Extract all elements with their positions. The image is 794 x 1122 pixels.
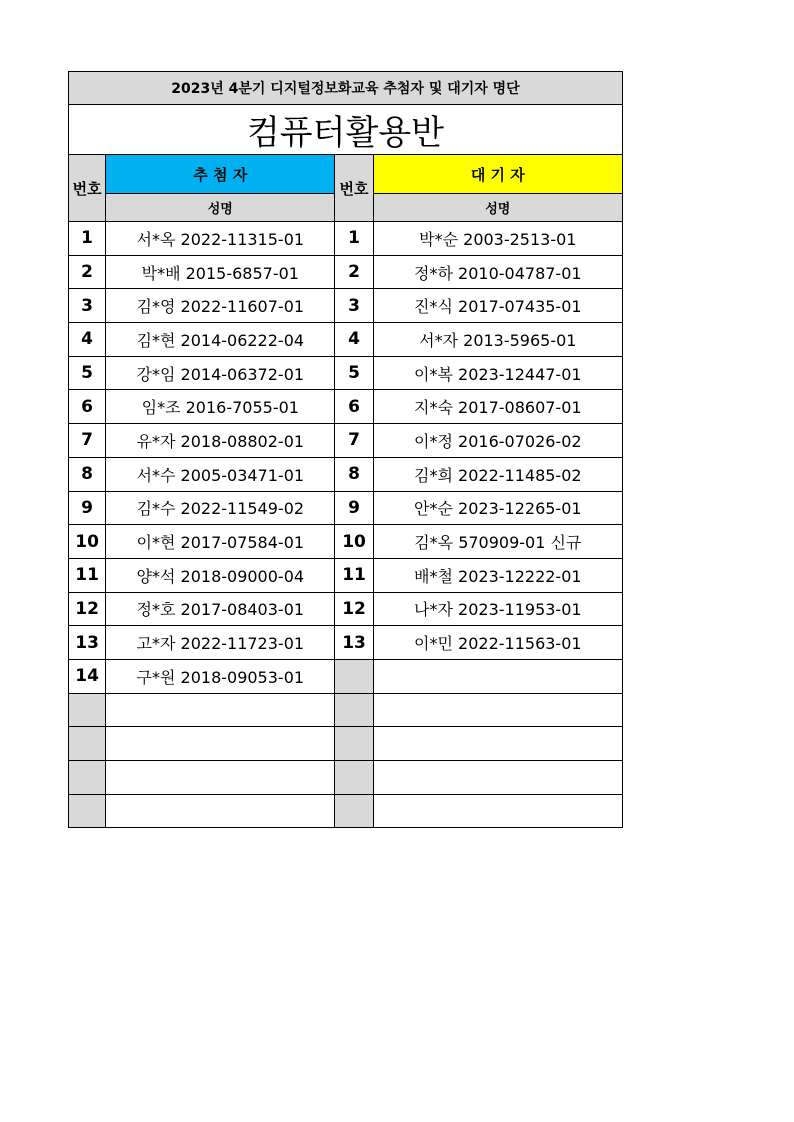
selected-name-cell: 이*현 2017-07584-01 — [106, 525, 335, 559]
waiting-number-cell: 12 — [335, 592, 373, 626]
selected-name-header: 성명 — [106, 194, 335, 222]
waiting-number-cell: 4 — [335, 323, 373, 357]
waiting-number-cell: 3 — [335, 289, 373, 323]
selected-number-cell: 2 — [69, 255, 106, 289]
selected-number-cell — [69, 761, 106, 795]
waiting-name-header: 성명 — [373, 194, 622, 222]
selected-name-cell: 강*임 2014-06372-01 — [106, 356, 335, 390]
selected-number-cell: 11 — [69, 558, 106, 592]
table-row — [69, 558, 623, 592]
waiting-number-cell: 7 — [335, 424, 373, 458]
waiting-number-cell — [335, 659, 373, 693]
waiting-number-cell — [335, 761, 373, 795]
waiting-name-cell: 나*자 2023-11953-01 — [373, 592, 622, 626]
table-row — [69, 323, 623, 357]
waiting-name-cell: 진*식 2017-07435-01 — [373, 289, 622, 323]
selected-name-cell — [106, 761, 335, 795]
table-row — [69, 761, 623, 795]
waiting-name-cell: 김*희 2022-11485-02 — [373, 457, 622, 491]
selected-name-cell: 구*원 2018-09053-01 — [106, 659, 335, 693]
selected-name-cell: 유*자 2018-08802-01 — [106, 424, 335, 458]
waiting-name-cell: 이*정 2016-07026-02 — [373, 424, 622, 458]
selected-number-cell: 3 — [69, 289, 106, 323]
selected-name-cell: 김*수 2022-11549-02 — [106, 491, 335, 525]
table-row — [69, 491, 623, 525]
waiting-name-cell — [373, 693, 622, 727]
selected-number-cell: 4 — [69, 323, 106, 357]
waiting-name-cell: 정*하 2010-04787-01 — [373, 255, 622, 289]
selected-number-cell: 8 — [69, 457, 106, 491]
waiting-number-cell: 13 — [335, 626, 373, 660]
waiting-name-cell: 김*옥 570909-01 신규 — [373, 525, 622, 559]
waiting-name-cell: 이*복 2023-12447-01 — [373, 356, 622, 390]
table-row — [69, 390, 623, 424]
waiting-name-cell: 서*자 2013-5965-01 — [373, 323, 622, 357]
selected-number-cell: 14 — [69, 659, 106, 693]
selected-name-cell: 양*석 2018-09000-04 — [106, 558, 335, 592]
roster-table — [68, 71, 623, 828]
waiting-name-cell — [373, 794, 622, 828]
table-row — [69, 794, 623, 828]
table-row — [69, 289, 623, 323]
waiting-header: 대 기 자 — [373, 155, 622, 194]
selected-name-cell: 임*조 2016-7055-01 — [106, 390, 335, 424]
selected-number-cell: 10 — [69, 525, 106, 559]
waiting-number-cell: 2 — [335, 255, 373, 289]
selected-number-cell — [69, 727, 106, 761]
selected-number-cell: 6 — [69, 390, 106, 424]
selected-name-cell: 김*영 2022-11607-01 — [106, 289, 335, 323]
selected-name-cell — [106, 794, 335, 828]
selected-number-cell: 9 — [69, 491, 106, 525]
table-row — [69, 424, 623, 458]
waiting-name-cell: 박*순 2003-2513-01 — [373, 222, 622, 256]
waiting-name-cell — [373, 727, 622, 761]
waiting-name-cell — [373, 761, 622, 795]
selected-number-cell: 7 — [69, 424, 106, 458]
selected-number-cell — [69, 693, 106, 727]
selected-name-cell: 서*수 2005-03471-01 — [106, 457, 335, 491]
table-row — [69, 659, 623, 693]
selected-name-cell: 박*배 2015-6857-01 — [106, 255, 335, 289]
table-row — [69, 693, 623, 727]
table-row — [69, 222, 623, 256]
waiting-number-cell: 9 — [335, 491, 373, 525]
waiting-name-cell: 안*순 2023-12265-01 — [373, 491, 622, 525]
waiting-name-cell: 배*철 2023-12222-01 — [373, 558, 622, 592]
table-row — [69, 525, 623, 559]
waiting-number-cell — [335, 727, 373, 761]
selected-number-cell: 5 — [69, 356, 106, 390]
waiting-number-cell: 10 — [335, 525, 373, 559]
table-row — [69, 727, 623, 761]
selected-name-cell: 서*옥 2022-11315-01 — [106, 222, 335, 256]
waiting-number-cell — [335, 693, 373, 727]
table-row — [69, 457, 623, 491]
document-title: 2023년 4분기 디지털정보화교육 추첨자 및 대기자 명단 — [69, 72, 623, 105]
waiting-name-cell — [373, 659, 622, 693]
waiting-number-cell: 6 — [335, 390, 373, 424]
waiting-number-cell: 1 — [335, 222, 373, 256]
selected-number-cell: 13 — [69, 626, 106, 660]
class-name: 컴퓨터활용반 — [69, 105, 623, 155]
selected-header: 추 첨 자 — [106, 155, 335, 194]
selected-name-cell: 정*호 2017-08403-01 — [106, 592, 335, 626]
selected-number-header: 번호 — [69, 155, 106, 222]
waiting-number-cell — [335, 794, 373, 828]
selected-number-cell: 12 — [69, 592, 106, 626]
waiting-number-cell: 11 — [335, 558, 373, 592]
table-row — [69, 356, 623, 390]
selected-name-cell: 고*자 2022-11723-01 — [106, 626, 335, 660]
waiting-number-cell: 8 — [335, 457, 373, 491]
table-row — [69, 626, 623, 660]
selected-number-cell: 1 — [69, 222, 106, 256]
waiting-name-cell: 이*민 2022-11563-01 — [373, 626, 622, 660]
selected-number-cell — [69, 794, 106, 828]
table-row — [69, 592, 623, 626]
waiting-name-cell: 지*숙 2017-08607-01 — [373, 390, 622, 424]
waiting-number-cell: 5 — [335, 356, 373, 390]
table-row — [69, 255, 623, 289]
waiting-number-header: 번호 — [335, 155, 373, 222]
selected-name-cell — [106, 693, 335, 727]
selected-name-cell — [106, 727, 335, 761]
selected-name-cell: 김*현 2014-06222-04 — [106, 323, 335, 357]
